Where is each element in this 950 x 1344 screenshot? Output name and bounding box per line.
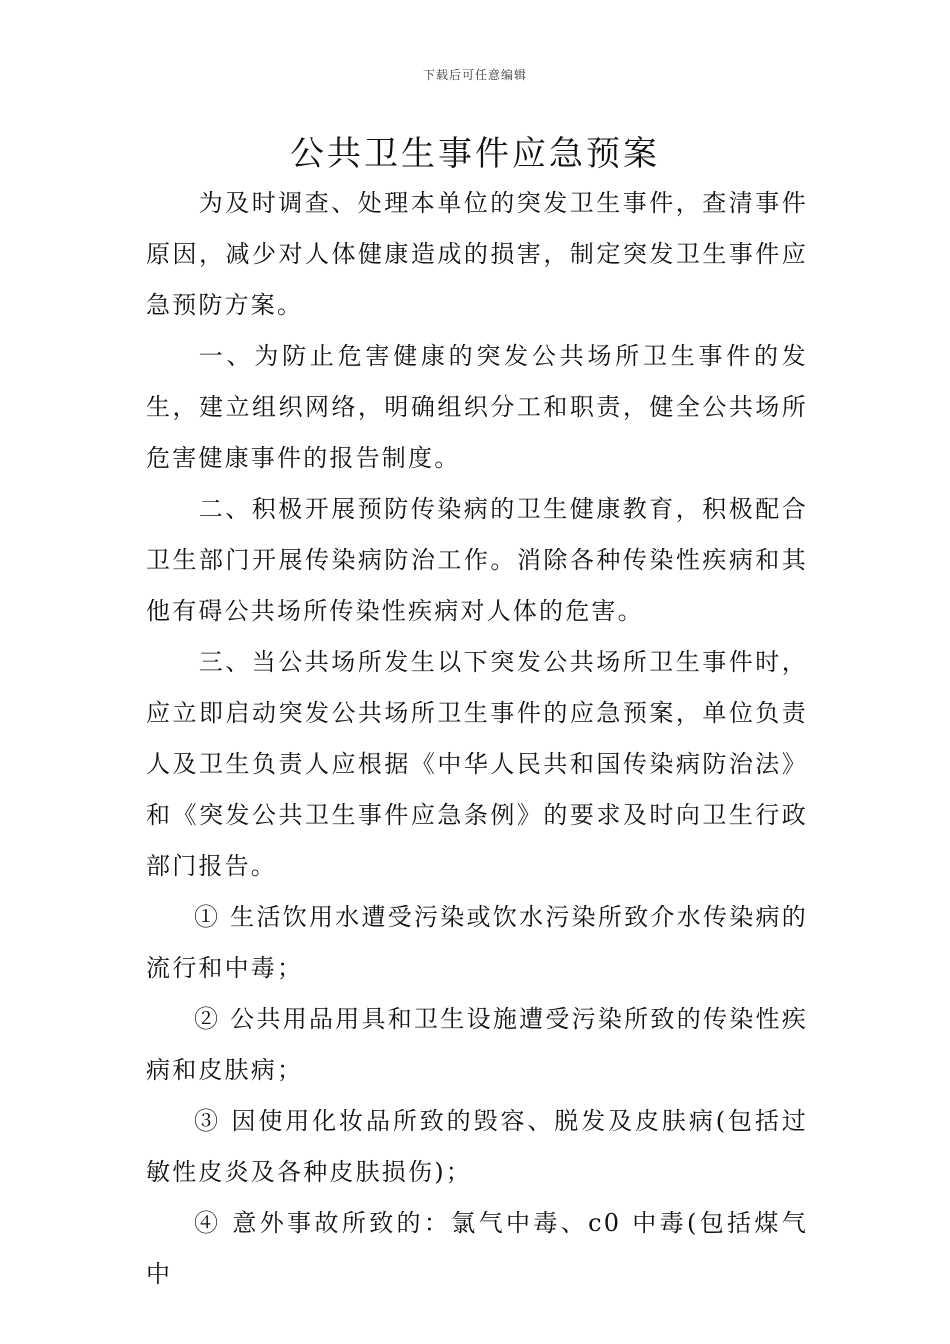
list-item-2: ② 公共用品用具和卫生设施遭受污染所致的传染性疾病和皮肤病；	[146, 1005, 808, 1084]
list-item-3: ③ 因使用化妆品所致的毁容、脱发及皮肤病(包括过敏性皮炎及各种皮肤损伤)；	[146, 1107, 808, 1186]
intro-paragraph: 为及时调查、处理本单位的突发卫生事件，查清事件原因，减少对人体健康造成的损害，制定突发卫生事件应急预防方案。	[146, 189, 808, 319]
list-item-1: ① 生活饮用水遭受污染或饮水污染所致介水传染病的流行和中毒；	[146, 903, 808, 982]
section-one-paragraph: 一、为防止危害健康的突发公共场所卫生事件的发生，建立组织网络，明确组织分工和职责，健全公共场所危害健康事件的报告制度。	[146, 342, 808, 472]
header-note: 下载后可任意编辑	[422, 68, 527, 82]
document-body	[146, 178, 808, 1300]
document-title: 公共卫生事件应急预案	[290, 134, 660, 174]
section-two-paragraph: 二、积极开展预防传染病的卫生健康教育，积极配合卫生部门开展传染病防治工作。消除各种传染性疾病和其他有碍公共场所传染性疾病对人体的危害。	[146, 495, 808, 625]
list-item-4: ④ 意外事故所致的：氯气中毒、c0 中毒(包括煤气中	[146, 1209, 808, 1288]
section-three-paragraph: 三、当公共场所发生以下突发公共场所卫生事件时，应立即启动突发公共场所卫生事件的应急预案，单位负责人及卫生负责人应根据《中华人民共和国传染病防治法》和《突发公共卫生事件应急条例》的要求及时向卫生行政部门报告。	[146, 648, 808, 880]
